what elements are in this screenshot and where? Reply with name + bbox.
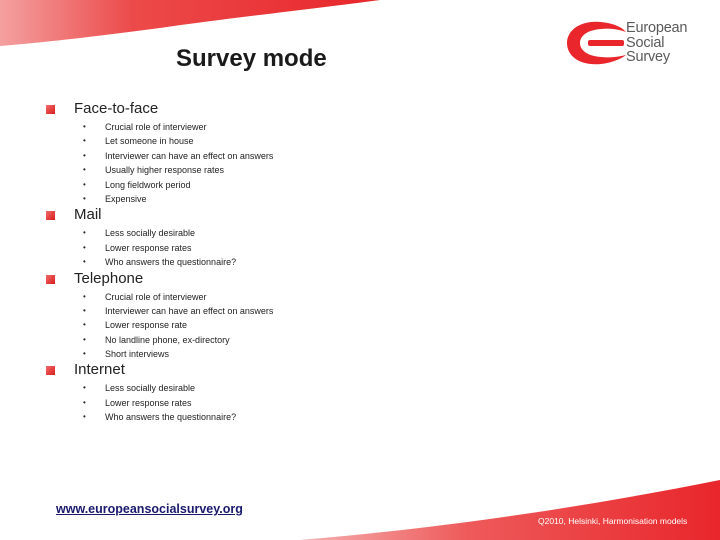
list-item-text: No landline phone, ex-directory <box>105 334 230 345</box>
bullet-dot-icon: • <box>83 122 86 131</box>
bullet-dot-icon: • <box>83 412 86 422</box>
bullet-dot-icon: • <box>83 193 86 203</box>
list-item <box>46 241 646 255</box>
footer-note: Q2010, Helsinki, Harmonisation models <box>538 516 688 526</box>
bullet-dot-icon: • <box>83 291 86 301</box>
section-internet <box>46 361 646 424</box>
list-item-text: Lower response rates <box>105 242 192 253</box>
list-item-text: Crucial role of interviewer <box>105 122 207 132</box>
list-item-text: Who answers the questionnaire? <box>105 257 237 268</box>
bullet-dot-icon: • <box>83 320 86 330</box>
section-title: Internet <box>74 361 125 379</box>
list-item <box>46 396 646 410</box>
bullet-dot-icon: • <box>83 136 86 146</box>
list-item <box>46 347 646 361</box>
list-item-text: Long fieldwork period <box>105 179 191 190</box>
website-link[interactable]: www.europeansocialsurvey.org <box>56 502 243 516</box>
red-square-icon <box>46 275 55 284</box>
list-item-text: Crucial role of interviewer <box>105 291 207 302</box>
list-item <box>46 134 646 148</box>
bullet-dot-icon: • <box>83 349 86 359</box>
slide-title: Survey mode <box>176 45 327 72</box>
bullet-dot-icon: • <box>83 150 86 160</box>
list-item <box>46 381 646 395</box>
red-square-icon <box>46 366 55 375</box>
section-header <box>46 361 646 381</box>
list-item <box>46 226 646 240</box>
section-header <box>46 270 646 290</box>
bullet-dot-icon: • <box>83 383 86 393</box>
section-telephone <box>46 270 646 362</box>
logo-line: Survey <box>626 49 670 65</box>
list-item-text: Expensive <box>105 193 147 204</box>
list-item <box>46 120 646 134</box>
red-square-icon <box>46 211 55 220</box>
list-item-text: Less socially desirable <box>105 228 196 239</box>
list-item-text: Lower response rates <box>105 397 192 408</box>
logo-text <box>626 21 687 65</box>
logo-line: Social <box>626 34 665 51</box>
bullet-dot-icon: • <box>83 165 86 175</box>
list-item-text: Lower response rate <box>105 320 188 331</box>
ess-logo-icon <box>563 18 627 68</box>
list-item-text: Usually higher response rates <box>105 165 225 176</box>
bullet-dot-icon: • <box>83 228 86 238</box>
bullet-list <box>46 226 646 269</box>
list-item <box>46 333 646 347</box>
section-face-to-face <box>46 100 646 206</box>
content-sections <box>46 100 646 425</box>
list-item-text: Who answers the questionnaire? <box>105 412 237 423</box>
list-item <box>46 149 646 163</box>
section-mail <box>46 206 646 269</box>
list-item-text: Less socially desirable <box>105 383 196 394</box>
bullet-dot-icon: • <box>83 397 86 407</box>
bullet-dot-icon: • <box>83 305 86 315</box>
bullet-dot-icon: • <box>83 242 86 252</box>
list-item-text: Interviewer can have an effect on answers <box>105 150 274 161</box>
logo-line: European <box>626 20 688 36</box>
list-item-text: Let someone in house <box>105 136 194 147</box>
list-item <box>46 178 646 192</box>
section-header <box>46 100 646 120</box>
bullet-list <box>46 120 646 206</box>
list-item-text: Interviewer can have an effect on answers <box>105 305 274 316</box>
bullet-list <box>46 290 646 362</box>
bullet-dot-icon: • <box>83 257 86 267</box>
list-item <box>46 304 646 318</box>
list-item <box>46 318 646 332</box>
list-item <box>46 163 646 177</box>
ess-logo <box>563 14 693 70</box>
section-title: Telephone <box>74 269 144 287</box>
section-header <box>46 206 646 226</box>
section-title: Face-to-face <box>74 100 159 117</box>
bullet-dot-icon: • <box>83 179 86 189</box>
list-item <box>46 192 646 206</box>
red-square-icon <box>46 105 55 114</box>
list-item <box>46 255 646 269</box>
list-item <box>46 410 646 424</box>
list-item <box>46 290 646 304</box>
section-title: Mail <box>74 206 102 224</box>
bullet-dot-icon: • <box>83 334 86 344</box>
list-item-text: Short interviews <box>105 349 170 360</box>
bullet-list <box>46 381 646 424</box>
